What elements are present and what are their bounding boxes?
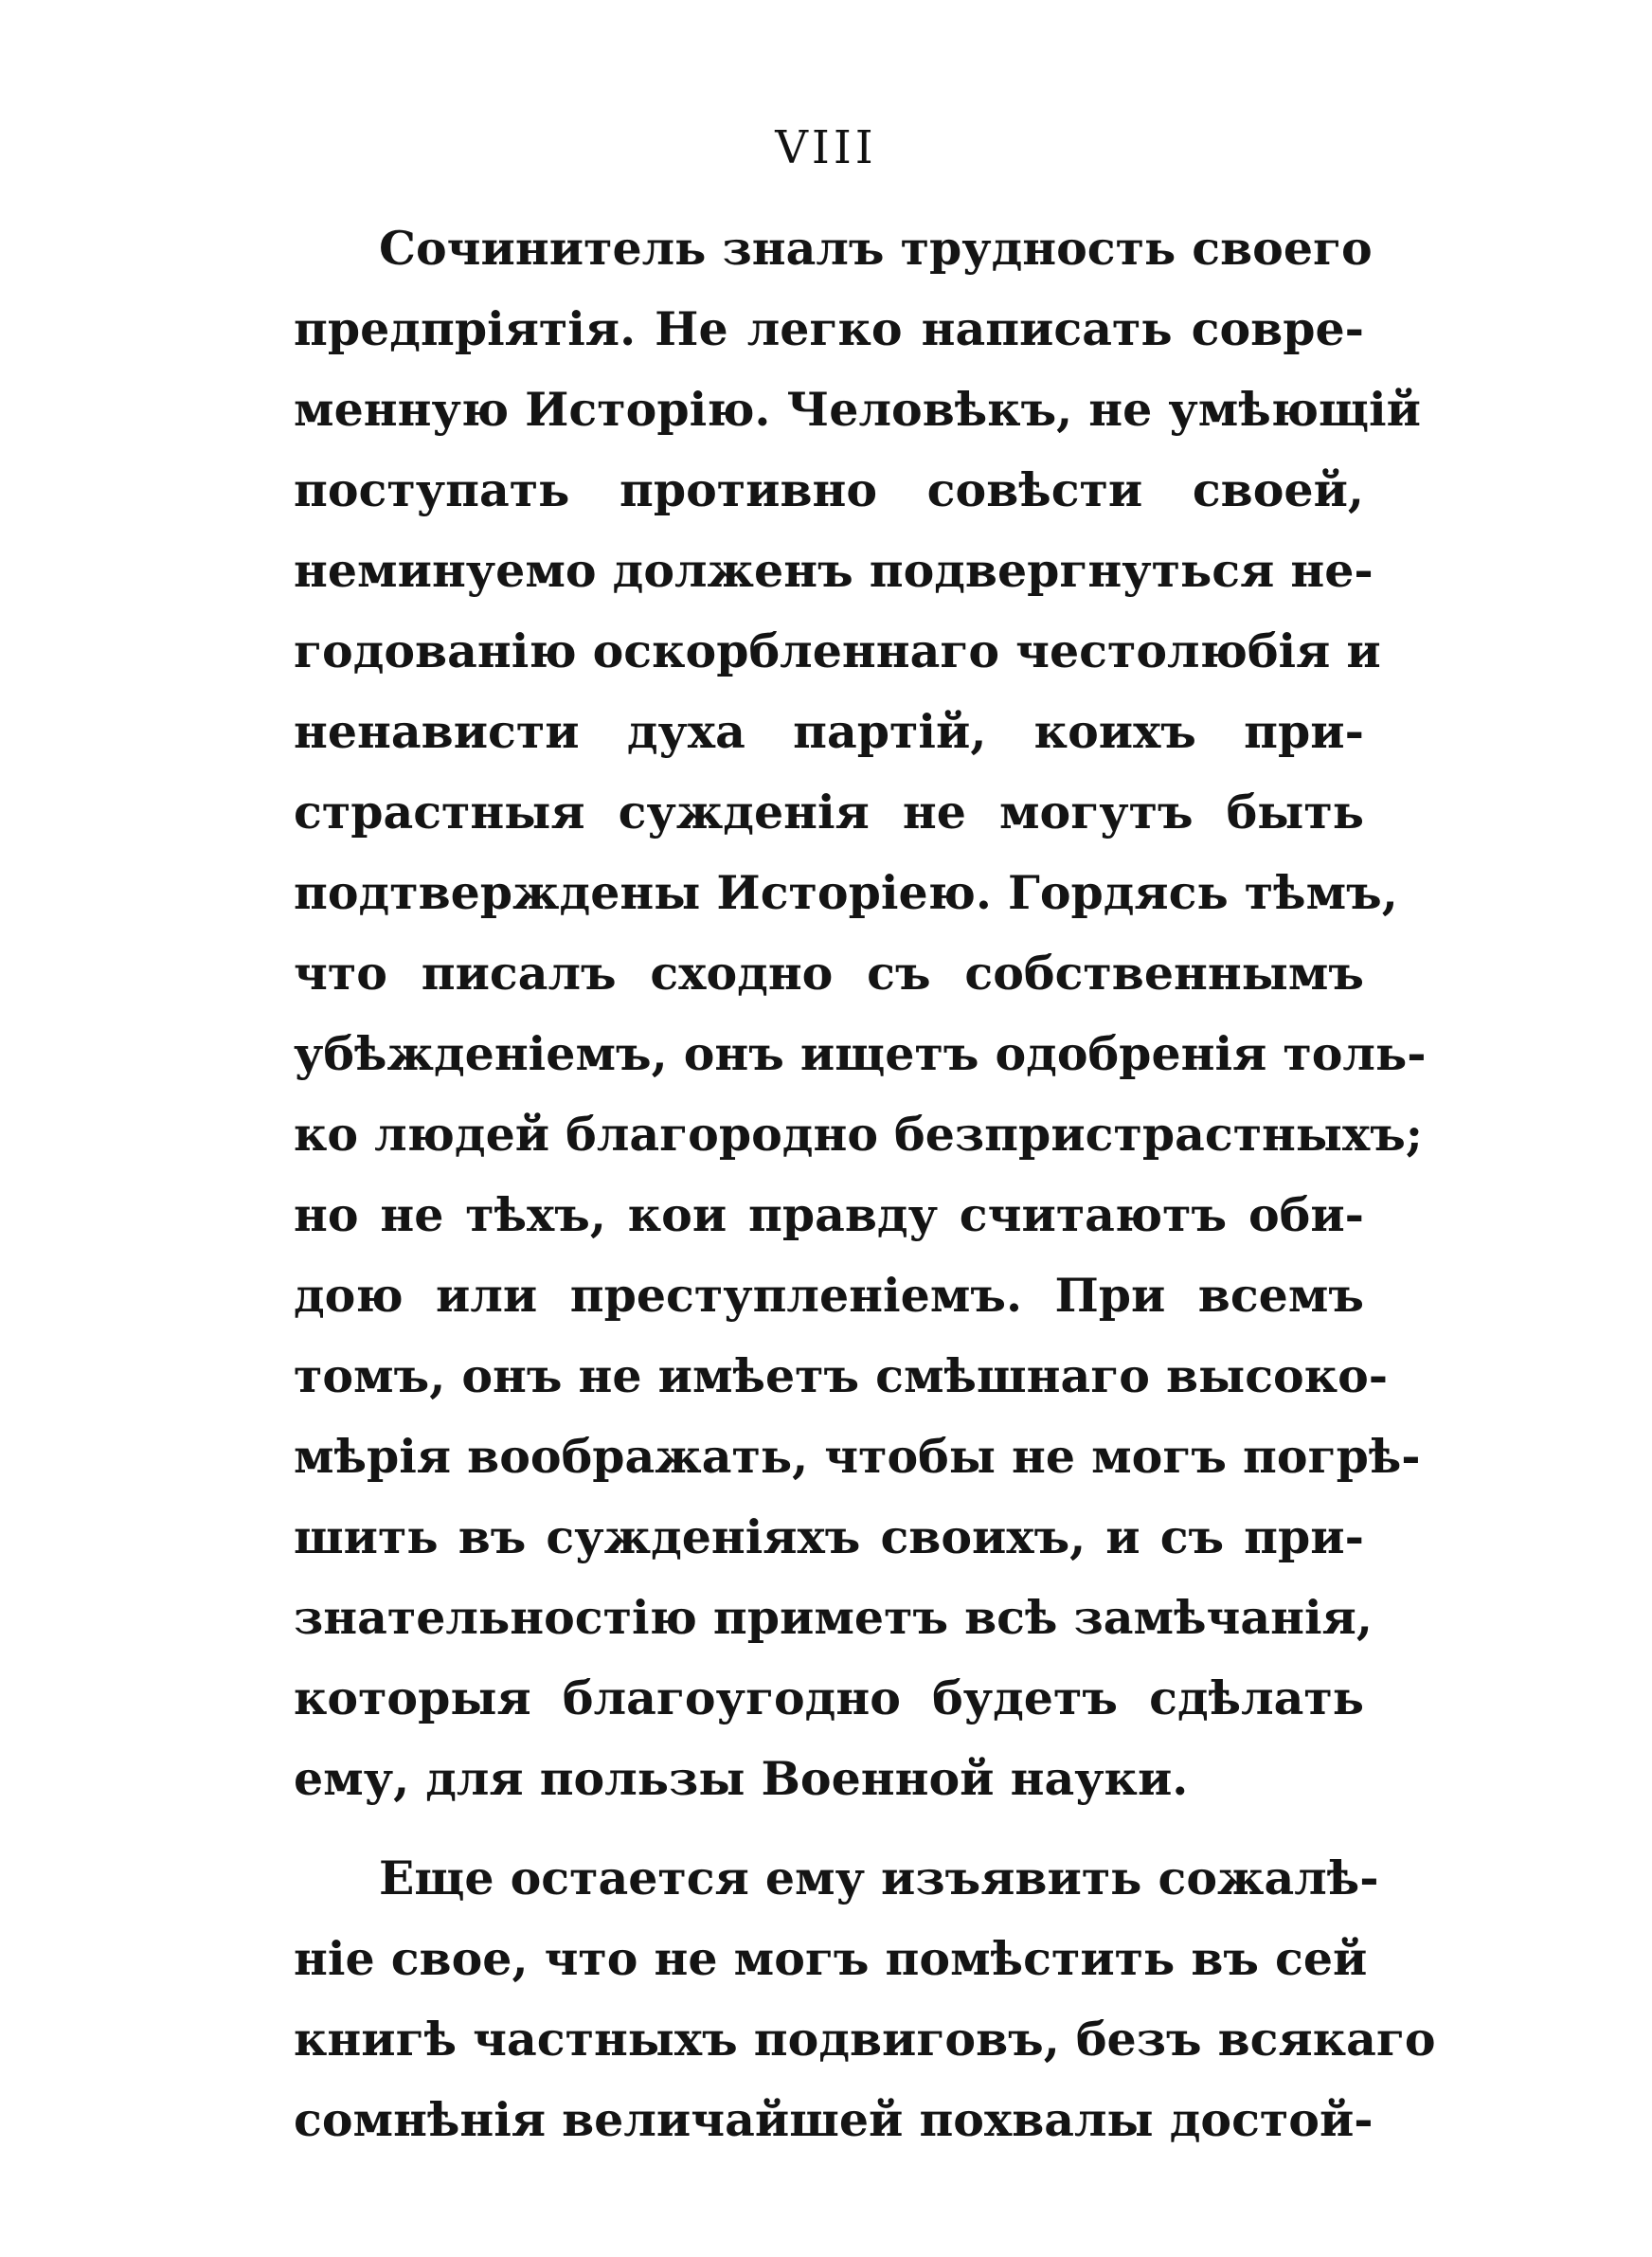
text-line: убѣжденіемъ, онъ ищетъ одобренія толь- xyxy=(294,1026,1427,1081)
paragraph-2 xyxy=(294,1838,1436,2160)
text-line: Сочинитель зналъ трудность своего xyxy=(379,221,1373,276)
text-line: которыя благоугодно будетъ сдѣлать xyxy=(294,1670,1364,1725)
text-line: знательностію приметъ всѣ замѣчанія, xyxy=(294,1590,1373,1645)
text-line: что писалъ сходно съ собственнымъ xyxy=(294,946,1364,1001)
text-line: ніе свое, что не могъ помѣстить въ сей xyxy=(294,1931,1368,1986)
text-line: томъ, онъ не имѣетъ смѣшнаго высоко- xyxy=(294,1348,1389,1403)
page-number: VIII xyxy=(775,121,877,174)
text-line: предпріятія. Не легко написать совре- xyxy=(294,301,1364,356)
text-line: шить въ сужденіяхъ своихъ, и съ при- xyxy=(294,1509,1364,1564)
text-line: мѣрія воображать, чтобы не могъ погрѣ- xyxy=(294,1429,1421,1484)
text-line: поступать противно совѣсти своей, xyxy=(294,462,1364,517)
text-line: но не тѣхъ, кои правду считаютъ оби- xyxy=(294,1187,1364,1242)
text-line: неминуемо долженъ подвергнуться не- xyxy=(294,543,1374,598)
text-line: дою или преступленіемъ. При всемъ xyxy=(294,1268,1364,1323)
text-line: менную Исторію. Человѣкъ, не умѣющій xyxy=(294,382,1421,437)
text-line: Еще остается ему изъявить сожалѣ- xyxy=(379,1851,1379,1905)
text-line: книгѣ частныхъ подвиговъ, безъ всякаго xyxy=(294,2012,1436,2067)
paragraph-1 xyxy=(294,208,1427,1819)
text-line: ненависти духа партій, коихъ при- xyxy=(294,704,1364,759)
text-line: годованію оскорбленнаго честолюбія и xyxy=(294,623,1381,678)
text-line: ко людей благородно безпристрастныхъ; xyxy=(294,1107,1423,1162)
text-line: страстныя сужденія не могутъ быть xyxy=(294,785,1364,840)
text-line: ему, для пользы Военной науки. xyxy=(294,1751,1189,1806)
paragraph-spacer xyxy=(294,1819,1364,1838)
text-line: сомнѣнія величайшей похвалы достой- xyxy=(294,2092,1374,2147)
body-text xyxy=(294,208,1436,2160)
text-line: подтверждены Исторіею. Гордясь тѣмъ, xyxy=(294,865,1398,920)
